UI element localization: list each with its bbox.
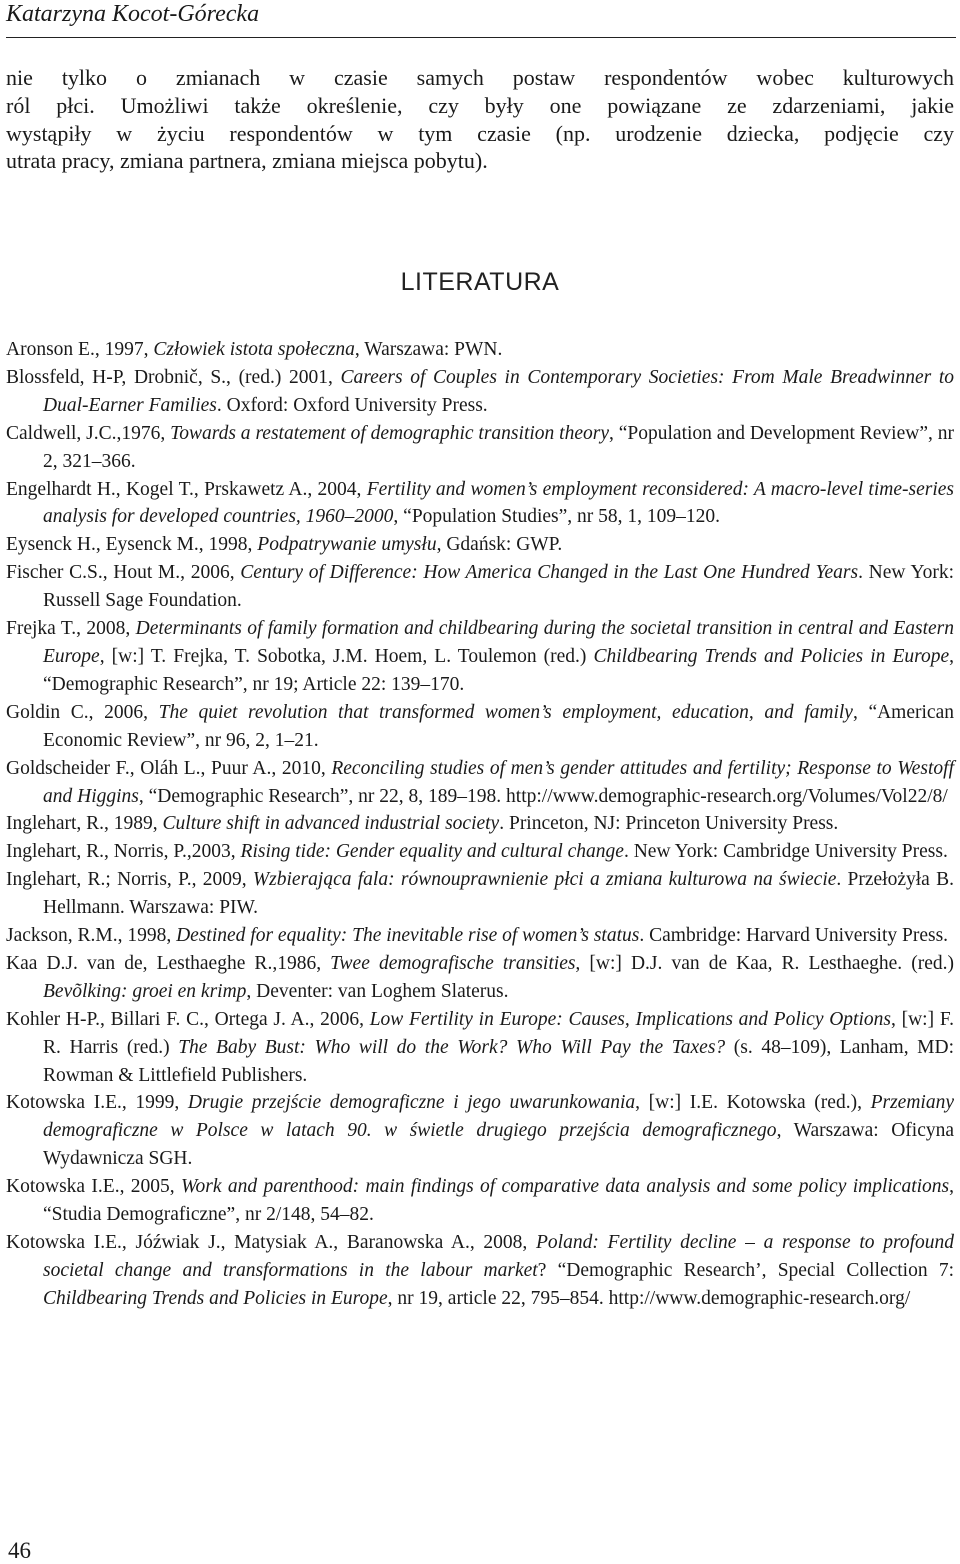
- reference-text: . Oxford: Oxford University Press.: [216, 394, 488, 416]
- reference-text: Jackson, R.M., 1998,: [6, 925, 177, 947]
- reference-text: Frejka T., 2008,: [6, 618, 136, 640]
- reference-title: Work and parenthood: main findings of comparative data analysis and some policy implications: [181, 1176, 950, 1198]
- reference-text: Inglehart, R., 1989,: [6, 813, 163, 835]
- reference-text: , “Demographic Research”, nr 19; Article 22: 139–170.: [43, 645, 955, 695]
- reference-text: Inglehart, R.; Norris, P., 2009,: [6, 869, 253, 891]
- reference-text: ? “Demographic Research’, Special Collection 7:: [537, 1259, 954, 1281]
- reference-title: Fertility and women’s employment reconsidered: A macro-level time-series analysis for developed countries, 1960–2000: [43, 478, 954, 528]
- reference-entry: [6, 1089, 954, 1173]
- page-number: 46: [8, 1538, 31, 1563]
- reference-entry: [6, 699, 954, 755]
- reference-entry: [6, 531, 954, 559]
- reference-text: . New York: Russell Sage Foundation.: [43, 562, 954, 612]
- reference-title: Podpatrywanie umysłu: [257, 534, 437, 556]
- reference-text: Eysenck H., Eysenck M., 1998,: [6, 534, 258, 556]
- reference-text: Goldscheider F., Oláh L., Puur A., 2010,: [6, 757, 332, 779]
- reference-entry: [6, 922, 954, 950]
- reference-title: Childbearing Trends and Policies in Europe: [593, 645, 950, 667]
- reference-text: Caldwell, J.C.,1976,: [6, 422, 171, 444]
- reference-title: Wzbierająca fala: równouprawnienie płci a zmiana kulturowa na świecie: [252, 869, 837, 891]
- reference-entry: [6, 364, 954, 420]
- reference-text: , Warszawa: PWN.: [354, 339, 503, 360]
- reference-text: Kohler H-P., Billari F. C., Ortega J. A., 2006,: [6, 1008, 370, 1030]
- reference-text: Goldin C., 2006,: [6, 701, 159, 723]
- reference-text: (s. 48–109), Lanham, MD: Rowman & Littlefield Publishers.: [43, 1036, 955, 1086]
- reference-text: , [w:] I.E. Kotowska (red.),: [635, 1092, 871, 1114]
- reference-title: Childbearing Trends and Policies in Europe: [43, 1287, 388, 1309]
- reference-entry: [6, 810, 954, 838]
- reference-text: , Gdańsk: GWP.: [436, 534, 563, 556]
- reference-text: Aronson E., 1997,: [6, 339, 154, 360]
- intro-line: utrata pracy, zmiana partnera, zmiana miejsca pobytu).: [6, 148, 488, 174]
- reference-text: , “Studia Demograficzne”, nr 2/148, 54–82.: [43, 1176, 954, 1226]
- reference-entry: [6, 1229, 954, 1313]
- reference-text: . Przełożyła B. Hellmann. Warszawa: PIW.: [43, 869, 954, 919]
- reference-title: Człowiek istota społeczna: [153, 339, 355, 360]
- reference-title: Destined for equality: The inevitable rise of women’s status: [176, 925, 640, 947]
- reference-title: Poland: Fertility decline – a response to profound societal change and transformations in the labour market: [43, 1232, 954, 1281]
- reference-text: Blossfeld, H-P, Drobnič, S., (red.) 2001,: [6, 366, 341, 388]
- running-header-author: Katarzyna Kocot-Górecka: [6, 1, 260, 27]
- intro-line: wystąpiły w życiu respondentów w tym czasie (np. urodzenie dziecka, podjęcie czy: [6, 120, 954, 146]
- reference-entry: [6, 755, 954, 811]
- reference-entry: [6, 1006, 954, 1090]
- reference-title: Low Fertility in Europe: Causes, Implications and Policy Options: [369, 1008, 891, 1030]
- reference-text: , “Population Studies”, nr 58, 1, 109–120.: [393, 506, 721, 528]
- reference-text: Inglehart, R., Norris, P.,2003,: [6, 841, 241, 863]
- reference-list: [6, 336, 954, 1313]
- reference-entry: [6, 336, 954, 364]
- reference-title: Drugie przejście demograficzne i jego uwarunkowania: [187, 1092, 636, 1114]
- reference-text: , Deventer: van Loghem Slaterus.: [246, 980, 509, 1002]
- reference-entry: [6, 615, 954, 699]
- reference-title: Bevõlking: groei en krimp: [43, 980, 247, 1002]
- reference-title: Culture shift in advanced industrial society: [162, 813, 500, 835]
- reference-entry: [6, 476, 954, 532]
- reference-text: , nr 19, article 22, 795–854. http://www.demographic-research.org/: [387, 1287, 911, 1309]
- reference-text: Kotowska I.E., 2005,: [6, 1176, 182, 1198]
- reference-entry: [6, 1173, 954, 1229]
- reference-entry: [6, 838, 954, 866]
- reference-title: Century of Difference: How America Changed in the Last One Hundred Years: [240, 562, 859, 584]
- reference-text: , “American Economic Review”, nr 96, 2, 1–21.: [43, 701, 954, 751]
- reference-text: . Cambridge: Harvard University Press.: [639, 925, 949, 947]
- reference-text: , [w:] F. R. Harris (red.): [43, 1008, 954, 1058]
- reference-text: [w:] D.J. van de Kaa, R. Lesthaeghe. (red.): [580, 952, 954, 974]
- reference-entry: [6, 420, 954, 476]
- reference-text: Kaa D.J. van de, Lesthaeghe R.,1986,: [6, 952, 331, 974]
- reference-entry: [6, 950, 954, 1006]
- reference-text: , [w:] T. Frejka, T. Sobotka, J.M. Hoem, L. Toulemon (red.): [99, 645, 594, 667]
- reference-title: Careers of Couples in Contemporary Societies: From Male Breadwinner to Dual-Earner Families: [43, 366, 954, 416]
- reference-title: The quiet revolution that transformed women’s employment, education, and family: [158, 701, 853, 723]
- reference-text: Kotowska I.E., 1999,: [6, 1092, 188, 1114]
- reference-text: Fischer C.S., Hout M., 2006,: [6, 562, 241, 584]
- intro-line: nie tylko o zmianach w czasie samych postaw respondentów wobec kulturowych: [6, 65, 954, 90]
- intro-line: ról płci. Umożliwi także określenie, czy były one powiązane ze zdarzeniami, jakie: [6, 92, 954, 118]
- reference-text: , “Population and Development Review”, nr 2, 321–366.: [43, 422, 954, 472]
- header-divider: [6, 37, 956, 38]
- reference-entry: [6, 866, 954, 922]
- reference-title: The Baby Bust: Who will do the Work? Who Will Pay the Taxes?: [178, 1036, 726, 1058]
- reference-title: Towards a restatement of demographic transition theory: [170, 422, 609, 444]
- reference-title: Determinants of family formation and childbearing during the societal transition in central and Eastern Europe: [43, 618, 954, 667]
- reference-text: . New York: Cambridge University Press.: [623, 841, 948, 863]
- reference-title: Przemiany demograficzne w Polsce w latach 90. w świetle drugiego przejścia demograficznego: [43, 1092, 954, 1142]
- reference-text: , Warszawa: Oficyna Wydawnicza SGH.: [43, 1120, 955, 1170]
- reference-text: . Princeton, NJ: Princeton University Press.: [499, 813, 839, 835]
- section-heading-literatura: LITERATURA: [400, 268, 560, 296]
- reference-title: Rising tide: Gender equality and cultural change: [240, 841, 624, 863]
- reference-title: Twee demografische transities,: [330, 952, 581, 974]
- reference-title: Reconciling studies of men’s gender attitudes and fertility; Response to Westoff and Higgins: [43, 757, 954, 807]
- reference-entry: [6, 559, 954, 615]
- reference-text: , “Demographic Research”, nr 22, 8, 189–198. http://www.demographic-research.org/Volumes/Vol22/8/: [138, 785, 948, 807]
- reference-text: Kotowska I.E., Jóźwiak J., Matysiak A., Baranowska A., 2008,: [6, 1232, 537, 1253]
- reference-text: Engelhardt H., Kogel T., Prskawetz A., 2004,: [6, 478, 367, 500]
- intro-paragraph: [6, 64, 954, 175]
